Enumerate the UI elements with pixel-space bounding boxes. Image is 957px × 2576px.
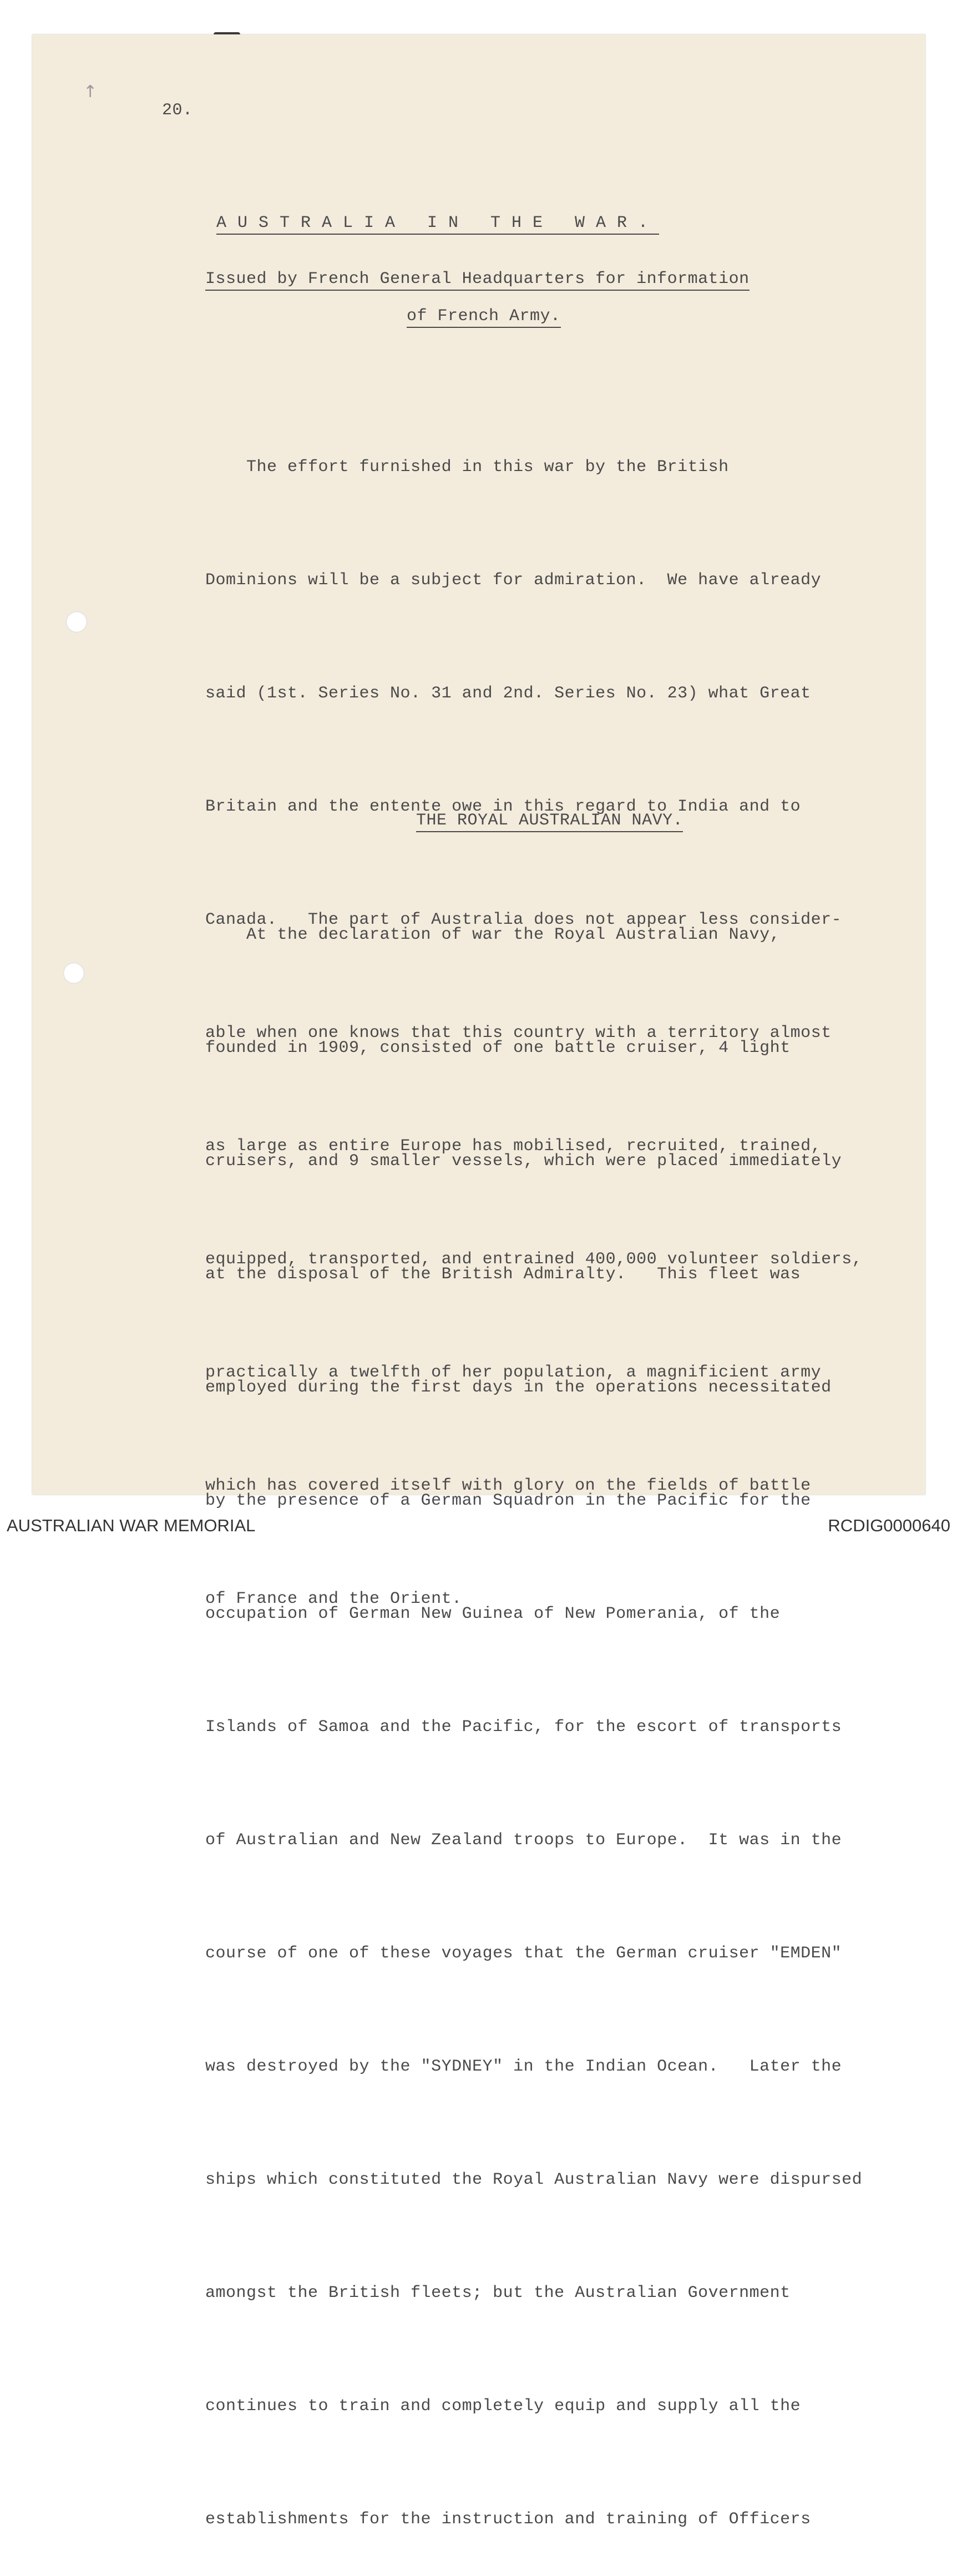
text-line: employed during the first days in the operations necessitated (205, 1378, 832, 1397)
paragraph-navy (205, 841, 862, 2576)
text-line: cruisers, and 9 smaller vessels, which were placed immediately (205, 1152, 842, 1171)
punch-hole-lower (63, 963, 84, 984)
text-line: able when one knows that this country with a territory almost (205, 1024, 832, 1042)
text-line: At the declaration of war the Royal Australian Navy, (205, 925, 781, 944)
document-title: AUSTRALIA IN THE WAR. (216, 214, 659, 235)
footer-item-id: RCDIG0000640 (828, 1516, 950, 1535)
section-heading-navy: THE ROYAL AUSTRALIAN NAVY. (416, 811, 683, 832)
subtitle-line-1: Issued by French General Headquarters for information (205, 270, 750, 291)
text-line: Dominions will be a subject for admiration. We have already (205, 571, 822, 590)
text-line: practically a twelfth of her population, a magnificient army (205, 1363, 822, 1382)
text-line: at the disposal of the British Admiralty. This fleet was (205, 1265, 801, 1284)
text-line: Islands of Samoa and the Pacific, for the escort of transports (205, 1718, 842, 1737)
text-line: continues to train and completely equip and supply all the (205, 2397, 801, 2416)
text-line: course of one of these voyages that the German cruiser "EMDEN" (205, 1944, 842, 1963)
text-line: establishments for the instruction and training of Officers (205, 2510, 811, 2529)
footer-archive-name: AUSTRALIAN WAR MEMORIAL (7, 1516, 256, 1535)
text-line: ships which constituted the Royal Australian Navy were dispursed (205, 2170, 863, 2189)
text-line: by the presence of a German Squadron in the Pacific for the (205, 1491, 811, 1510)
text-line: as large as entire Europe has mobilised, recruited, trained, (205, 1137, 822, 1156)
text-line: Canada. The part of Australia does not appear less consider- (205, 910, 842, 929)
text-line: of France and the Orient. (205, 1590, 462, 1608)
text-line: which has covered itself with glory on the fields of battle (205, 1476, 811, 1495)
text-line: said (1st. Series No. 31 and 2nd. Series No. 23) what Great (205, 684, 811, 703)
text-line: was destroyed by the "SYDNEY" in the Indian Ocean. Later the (205, 2057, 842, 2076)
text-line: amongst the British fleets; but the Australian Government (205, 2284, 791, 2302)
page-number: 20. (162, 101, 193, 120)
text-line: occupation of German New Guinea of New Pomerania, of the (205, 1605, 781, 1623)
text-line: founded in 1909, consisted of one battle cruiser, 4 light (205, 1039, 791, 1057)
subtitle-line-2: of French Army. (407, 307, 561, 328)
text-line: Britain and the entente owe in this regard to India and to (205, 797, 801, 816)
punch-hole-upper (66, 611, 87, 632)
pencil-mark: ↑ (83, 82, 98, 102)
text-line: equipped, transported, and entrained 400,000 volunteer soldiers, (205, 1250, 863, 1269)
text-line: The effort furnished in this war by the British (205, 458, 729, 477)
text-line: of Australian and New Zealand troops to Europe. It was in the (205, 1831, 842, 1850)
